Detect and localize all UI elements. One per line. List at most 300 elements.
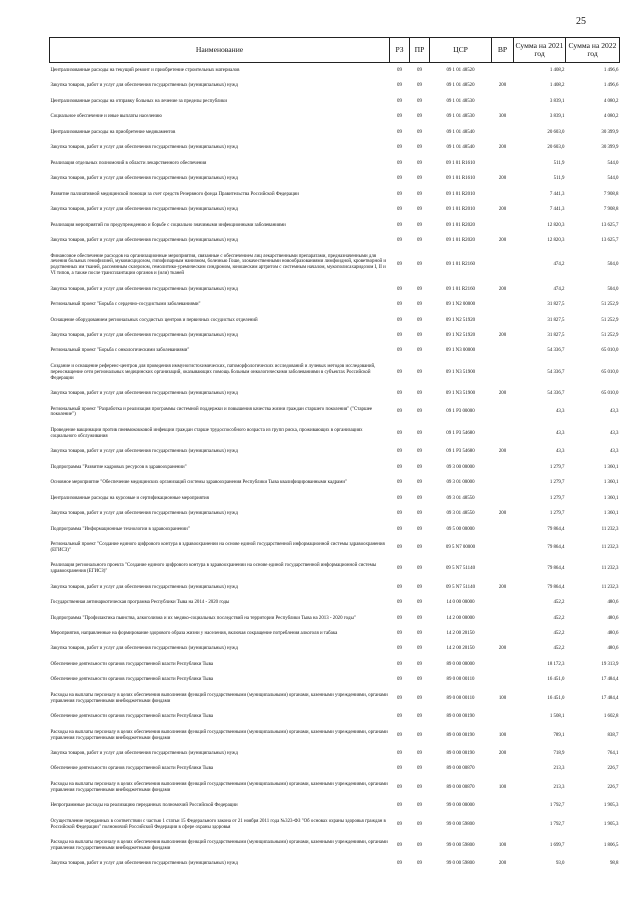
table-row [50, 642, 620, 657]
cell-pr: 09 [417, 732, 422, 738]
cell-csr: 89 0 00 00000 [446, 661, 475, 667]
cell-pr: 09 [417, 222, 422, 228]
cell-rz: 09 [397, 449, 402, 455]
cell-rz: 09 [397, 631, 402, 636]
cell-csr: 09 1 01 R2010 [446, 191, 475, 197]
cell-name: Закупка товаров, работ и услуг для обеспечения государственных (муниципальных) нужд [50, 391, 238, 397]
cell-vr [492, 125, 514, 140]
cell-rz: 09 [397, 83, 402, 89]
cell-pr: 09 [417, 480, 422, 486]
cell-sum-2022: 480,6 [607, 615, 619, 621]
cell-vr: 200 [498, 207, 507, 213]
cell-pr: 09 [417, 67, 422, 73]
table-body [50, 63, 620, 872]
cell-sum-2022: 11 232,3 [601, 566, 619, 572]
cell-csr: 09 3 01 48550 [446, 511, 475, 517]
cell-rz: 09 [397, 495, 402, 501]
table-row [50, 835, 620, 856]
table-row [50, 140, 620, 155]
cell-pr: 09 [417, 391, 422, 397]
cell-rz: 09 [397, 207, 402, 213]
cell-pr: 09 [417, 584, 422, 590]
cell-name: Оснащение оборудованием региональных сосудистых центров и первичных сосудистых отделений [50, 317, 258, 323]
cell-csr: 99 0 00 59800 [446, 842, 475, 848]
cell-pr: 09 [417, 766, 422, 772]
cell-csr: 09 1 01 R1610 [446, 176, 475, 182]
cell-sum-2021: 54 336,7 [547, 348, 565, 354]
cell-vr [492, 558, 514, 579]
cell-sum-2021: 511,9 [553, 160, 565, 166]
cell-vr [492, 522, 514, 537]
cell-name: Развитие паллиативной медицинской помощи за счет средств Резервного фонда Правительства Российской Федерации [50, 191, 299, 197]
cell-pr: 09 [417, 631, 422, 636]
table-row [50, 626, 620, 641]
cell-name: Централизованные расходы на курсовые и сертификационные мероприятия [50, 495, 209, 501]
cell-csr: 09 1 01 R1610 [446, 160, 475, 166]
cell-sum-2021: 452,2 [553, 615, 565, 621]
cell-vr [492, 218, 514, 233]
cell-csr: 09 1 01 48530 [446, 98, 475, 104]
cell-sum-2022: 51 252,9 [601, 317, 619, 323]
cell-name: Централизованные расходы на отправку больных на лечение за пределы республики [50, 98, 228, 104]
cell-pr: 09 [417, 98, 422, 104]
cell-name: Закупка товаров, работ и услуг для обеспечения государственных (муниципальных) нужд [50, 861, 238, 867]
table-row [50, 460, 620, 475]
cell-sum-2022: 30 399,9 [601, 129, 619, 135]
cell-csr: 14 2 00 20150 [446, 631, 475, 636]
cell-name: Расходы на выплаты персоналу в целях обеспечения выполнения функций государственными (муниципальными) органами, казенными учреждениями, органами управления государственными внебюджетными фондами [50, 840, 388, 851]
cell-sum-2021: 452,2 [553, 600, 565, 606]
cell-pr: 09 [417, 750, 422, 756]
cell-vr: 200 [498, 238, 507, 244]
cell-pr: 09 [417, 332, 422, 338]
cell-vr [492, 344, 514, 359]
cell-name: Закупка товаров, работ и услуг для обеспечения государственных (муниципальных) нужд [50, 83, 238, 89]
cell-vr [492, 359, 514, 386]
cell-pr: 09 [417, 430, 422, 436]
cell-csr: 09 5 N7 00000 [445, 544, 476, 550]
cell-rz: 09 [397, 526, 402, 532]
cell-rz: 09 [397, 98, 402, 104]
cell-sum-2022: 480,6 [607, 631, 619, 636]
cell-name: Реализация регионального проекта "Создание единого цифрового контура в здравоохранении на основе единой государственной информационной системы здравоохранения (ЕГИСЗ)" [50, 563, 377, 575]
header-name: Наименование [50, 38, 390, 63]
cell-sum-2021: 452,2 [553, 631, 565, 636]
cell-csr: 09 3 01 48550 [446, 495, 475, 501]
cell-sum-2021: 16 451,0 [547, 677, 565, 683]
cell-vr: 200 [498, 145, 507, 151]
table-row [50, 78, 620, 93]
cell-sum-2021: 1 279,7 [549, 464, 565, 470]
page-number: 25 [576, 16, 586, 27]
cell-rz: 09 [397, 332, 402, 338]
cell-sum-2022: 51 252,9 [601, 302, 619, 308]
cell-sum-2022: 65 010,0 [601, 391, 619, 397]
cell-vr [492, 156, 514, 171]
cell-pr: 09 [417, 677, 422, 683]
cell-csr: 09 1 N2 51920 [445, 317, 476, 323]
table-row [50, 444, 620, 459]
cell-rz: 09 [397, 584, 402, 590]
cell-name: Закупка товаров, работ и услуг для обеспечения государственных (муниципальных) нужд [50, 207, 238, 213]
cell-sum-2021: 3 839,1 [549, 98, 565, 104]
table-row [50, 611, 620, 626]
table-row [50, 798, 620, 813]
table-row [50, 187, 620, 202]
cell-name: Региональный проект "Создание единого цифрового контура в здравоохранении на основе единой государственной информационной системы здравоохранения (ЕГИСЗ)" [50, 541, 385, 553]
cell-name: Расходы на выплаты персоналу в целях обеспечения выполнения функций государственными (муниципальными) органами, казенными учреждениями, органами управления государственными внебюджетными фондами [50, 729, 388, 741]
cell-sum-2022: 226,7 [607, 766, 619, 772]
cell-rz: 09 [397, 732, 402, 738]
cell-csr: 09 1 N2 00000 [445, 302, 476, 308]
cell-sum-2021: 7 441,3 [549, 191, 565, 197]
table-row [50, 580, 620, 595]
cell-rz: 09 [397, 67, 402, 73]
cell-rz: 09 [397, 348, 402, 354]
cell-name: Закупка товаров, работ и услуг для обеспечения государственных (муниципальных) нужд [50, 286, 238, 292]
cell-pr: 09 [417, 600, 422, 606]
cell-name: Подпрограмма "Профилактика пьянства, алкоголизма и их медико-социальных последствий на территории Республики Тыва на 2013 - 2020 годы" [50, 615, 356, 621]
table-row [50, 125, 620, 140]
header-vr: ВР [492, 38, 514, 63]
cell-sum-2022: 1 360,1 [603, 464, 619, 470]
cell-name: Реализация отдельных полномочий в области лекарственного обеспечения [50, 160, 207, 166]
table-row [50, 202, 620, 217]
cell-vr [492, 313, 514, 328]
cell-vr [492, 798, 514, 813]
cell-name: Социальное обеспечение и иные выплаты населению [50, 114, 162, 120]
cell-rz: 09 [397, 695, 402, 701]
header-sum-2021: Сумма на 2021 год [514, 38, 566, 63]
cell-sum-2022: 1 360,1 [603, 480, 619, 486]
table-row [50, 233, 620, 248]
cell-vr: 300 [498, 114, 507, 120]
cell-name: Закупка товаров, работ и услуг для обеспечения государственных (муниципальных) нужд [50, 449, 238, 455]
cell-sum-2021: 511,9 [553, 176, 565, 182]
cell-rz: 09 [397, 317, 402, 323]
cell-csr: 09 1 01 48540 [446, 145, 475, 151]
cell-sum-2021: 718,9 [553, 750, 565, 756]
table-row [50, 814, 620, 835]
cell-rz: 09 [397, 409, 402, 415]
cell-pr: 09 [417, 160, 422, 166]
cell-sum-2021: 79 864,4 [547, 526, 565, 532]
cell-rz: 09 [397, 369, 402, 375]
cell-pr: 09 [417, 803, 422, 809]
table-row [50, 673, 620, 688]
cell-vr: 200 [498, 750, 507, 756]
cell-vr: 100 [498, 784, 507, 790]
cell-pr: 09 [417, 615, 422, 621]
cell-sum-2021: 79 864,4 [547, 584, 565, 590]
cell-name: Реализация мероприятий по предупреждению и борьбе с социально значимыми инфекционными заболеваниями [50, 222, 286, 228]
cell-rz: 09 [397, 114, 402, 120]
cell-pr: 09 [417, 661, 422, 667]
cell-rz: 09 [397, 430, 402, 436]
cell-pr: 09 [417, 286, 422, 292]
cell-pr: 09 [417, 842, 422, 848]
cell-pr: 09 [417, 238, 422, 244]
cell-sum-2021: 213,3 [553, 784, 565, 790]
table-row [50, 218, 620, 233]
cell-sum-2022: 4 080,2 [603, 114, 619, 120]
cell-name: Финансовое обеспечение расходов на организационные мероприятия, связанные с обеспечением лиц лекарственными препаратами, предназначенными для лечения больных гемофилией, муковисцидозом, гипофизарным нанизмом, болезнью Гоше, злокачественными новообразованиями лимфоидной, кроветворной и родственных им тканей, рассеянным склерозом, гемолитико-уремическим синдромом, юношеским артритом с системным началом, мукополисахаридозом I, II и VI типов, а также после трансплантации органов и (или) тканей [50, 253, 386, 277]
cell-sum-2021: 20 603,0 [547, 145, 565, 151]
cell-csr: 89 0 00 00190 [446, 714, 475, 720]
table-row [50, 506, 620, 521]
cell-name: Централизованные расходы на приобретение медикаментов [50, 129, 176, 135]
cell-sum-2021: 7 441,3 [549, 207, 565, 213]
cell-csr: 09 1 N2 51920 [445, 332, 476, 338]
cell-vr: 100 [498, 695, 507, 701]
cell-vr [492, 249, 514, 282]
cell-csr: 89 0 00 00870 [446, 784, 475, 790]
table-row [50, 328, 620, 343]
cell-rz: 09 [397, 766, 402, 772]
cell-sum-2021: 43,3 [555, 449, 565, 455]
cell-vr: 200 [498, 449, 507, 455]
cell-vr [492, 475, 514, 490]
cell-rz: 09 [397, 176, 402, 182]
cell-vr [492, 709, 514, 724]
cell-vr [492, 673, 514, 688]
header-csr: ЦСР [430, 38, 492, 63]
cell-rz: 09 [397, 262, 402, 268]
cell-sum-2021: 16 451,0 [547, 695, 565, 701]
cell-vr [492, 187, 514, 202]
table-row [50, 94, 620, 109]
cell-csr: 09 1 01 48520 [446, 67, 475, 73]
cell-vr: 200 [498, 584, 507, 590]
cell-vr: 200 [498, 286, 507, 292]
cell-rz: 09 [397, 391, 402, 397]
cell-sum-2022: 11 232,3 [601, 526, 619, 532]
cell-name: Подпрограмма "Информационные технологии в здравоохранении" [50, 526, 190, 532]
cell-sum-2022: 1 905,3 [603, 821, 619, 827]
cell-vr: 200 [498, 391, 507, 397]
cell-sum-2022: 43,3 [609, 409, 619, 415]
cell-sum-2022: 11 232,3 [601, 584, 619, 590]
cell-vr [492, 402, 514, 423]
cell-sum-2022: 480,6 [607, 646, 619, 652]
cell-name: Централизованные расходы на текущий ремонт и приобретение строительных материалов [50, 67, 240, 73]
cell-pr: 09 [417, 544, 422, 550]
table-row [50, 63, 620, 79]
cell-vr: 200 [498, 511, 507, 517]
cell-sum-2021: 93,0 [555, 861, 565, 867]
table-row [50, 522, 620, 537]
cell-csr: 09 1 01 R2020 [446, 222, 475, 228]
table-row [50, 344, 620, 359]
cell-sum-2022: 1 360,1 [603, 495, 619, 501]
cell-pr: 09 [417, 348, 422, 354]
cell-vr [492, 814, 514, 835]
cell-name: Непрограммные расходы на реализацию переданных полномочий Российской Федерации [50, 803, 238, 809]
table-row [50, 657, 620, 672]
cell-pr: 09 [417, 714, 422, 720]
cell-vr [492, 762, 514, 777]
cell-sum-2021: 43,3 [555, 409, 565, 415]
cell-vr [492, 595, 514, 610]
cell-rz: 09 [397, 464, 402, 470]
cell-name: Основное мероприятие "Обеспечение медицинских организаций системы здравоохранения Республики Тыва квалифицированными кадрами" [50, 480, 347, 486]
cell-sum-2021: 1 279,7 [549, 495, 565, 501]
cell-sum-2022: 764,1 [607, 750, 619, 756]
table-row [50, 762, 620, 777]
cell-rz: 09 [397, 511, 402, 517]
cell-name: Обеспечение деятельности органов государственной власти Республики Тыва [50, 661, 214, 667]
cell-pr: 09 [417, 495, 422, 501]
cell-vr: 100 [498, 842, 507, 848]
cell-sum-2021: 1 508,1 [549, 714, 565, 720]
cell-sum-2022: 504,0 [607, 262, 619, 268]
cell-csr: 09 3 00 00000 [446, 464, 475, 470]
cell-name: Государственная антинаркотическая программа Республики Тыва на 2014 - 2020 годы [50, 600, 230, 606]
cell-sum-2021: 54 336,7 [547, 391, 565, 397]
cell-csr: 89 0 00 00870 [446, 766, 475, 772]
cell-pr: 09 [417, 409, 422, 415]
cell-name: Мероприятия, направленные на формирование здорового образа жизни у населения, включая сокращение потребления алкоголя и табака [50, 631, 338, 636]
cell-sum-2021: 43,3 [555, 430, 565, 436]
table-row [50, 156, 620, 171]
cell-sum-2021: 18 172,3 [547, 661, 565, 667]
cell-sum-2021: 3 839,1 [549, 114, 565, 120]
cell-name: Закупка товаров, работ и услуг для обеспечения государственных (муниципальных) нужд [50, 238, 238, 244]
cell-sum-2021: 213,3 [553, 766, 565, 772]
cell-sum-2022: 17 484,4 [601, 695, 619, 701]
cell-name: Региональный проект "Борьба с сердечно-сосудистыми заболеваниями" [50, 302, 201, 308]
cell-name: Региональный проект "Борьба с онкологическими заболеваниями" [50, 348, 190, 354]
cell-sum-2021: 1 279,7 [549, 511, 565, 517]
cell-vr: 100 [498, 732, 507, 738]
cell-sum-2021: 474,2 [553, 286, 565, 292]
table-row [50, 595, 620, 610]
cell-sum-2022: 11 232,3 [601, 544, 619, 550]
cell-sum-2022: 51 252,9 [601, 332, 619, 338]
cell-sum-2022: 13 625,7 [601, 238, 619, 244]
cell-vr: 200 [498, 332, 507, 338]
cell-rz: 09 [397, 191, 402, 197]
cell-pr: 09 [417, 526, 422, 532]
header-sum-2022: Сумма на 2022 год [566, 38, 620, 63]
cell-vr [492, 423, 514, 444]
cell-sum-2022: 19 313,9 [601, 661, 619, 667]
cell-sum-2022: 98,8 [609, 861, 619, 867]
cell-rz: 09 [397, 677, 402, 683]
cell-csr: 89 0 00 00110 [446, 695, 475, 701]
cell-rz: 09 [397, 160, 402, 166]
cell-sum-2022: 504,0 [607, 286, 619, 292]
cell-rz: 09 [397, 286, 402, 292]
table-row [50, 297, 620, 312]
cell-rz: 09 [397, 661, 402, 667]
cell-csr: 99 0 00 59800 [446, 821, 475, 827]
cell-pr: 09 [417, 317, 422, 323]
cell-sum-2021: 31 827,5 [547, 302, 565, 308]
cell-pr: 09 [417, 449, 422, 455]
cell-sum-2021: 452,2 [553, 646, 565, 652]
cell-pr: 09 [417, 83, 422, 89]
cell-vr [492, 537, 514, 558]
cell-name: Обеспечение деятельности органов государственной власти Республики Тыва [50, 714, 214, 720]
cell-pr: 09 [417, 511, 422, 517]
cell-pr: 09 [417, 464, 422, 470]
cell-name: Закупка товаров, работ и услуг для обеспечения государственных (муниципальных) нужд [50, 176, 238, 182]
cell-sum-2021: 1 792,7 [549, 821, 565, 827]
cell-sum-2021: 12 820,3 [547, 238, 565, 244]
cell-vr: 200 [498, 646, 507, 652]
cell-csr: 09 1 01 48520 [446, 83, 475, 89]
cell-pr: 09 [417, 262, 422, 268]
cell-rz: 09 [397, 842, 402, 848]
table-row [50, 777, 620, 798]
header-pr: ПР [410, 38, 430, 63]
cell-pr: 09 [417, 566, 422, 572]
cell-vr [492, 626, 514, 641]
cell-sum-2021: 1 279,7 [549, 480, 565, 486]
cell-sum-2022: 30 399,9 [601, 145, 619, 151]
cell-pr: 09 [417, 861, 422, 867]
cell-name: Региональный проект "Разработка и реализация программы системной поддержки и повышения качества жизни граждан старшего поколения" ("Старшее поколение") [50, 406, 373, 418]
cell-vr [492, 460, 514, 475]
cell-sum-2022: 17 484,4 [601, 677, 619, 683]
cell-sum-2022: 13 625,7 [601, 222, 619, 228]
cell-pr: 09 [417, 129, 422, 135]
table-row [50, 688, 620, 709]
cell-name: Обеспечение деятельности органов государственной власти Республики Тыва [50, 766, 214, 772]
cell-rz: 09 [397, 821, 402, 827]
cell-sum-2022: 43,3 [609, 449, 619, 455]
table-row [50, 171, 620, 186]
cell-sum-2022: 480,6 [607, 600, 619, 606]
cell-pr: 09 [417, 369, 422, 375]
cell-sum-2022: 1 496,6 [603, 67, 619, 73]
cell-sum-2021: 31 827,5 [547, 317, 565, 323]
cell-vr [492, 611, 514, 626]
table-row [50, 558, 620, 579]
cell-pr: 09 [417, 695, 422, 701]
cell-name: Закупка товаров, работ и услуг для обеспечения государственных (муниципальных) нужд [50, 145, 238, 151]
cell-sum-2022: 226,7 [607, 784, 619, 790]
cell-csr: 09 1 P3 00000 [446, 409, 475, 415]
table-row [50, 386, 620, 401]
cell-sum-2022: 1 905,3 [603, 803, 619, 809]
table-row [50, 249, 620, 282]
cell-sum-2021: 31 827,5 [547, 332, 565, 338]
cell-csr: 09 1 P3 54680 [446, 449, 475, 455]
cell-sum-2022: 1 602,8 [603, 714, 619, 720]
cell-sum-2021: 789,1 [553, 732, 565, 738]
table-row [50, 491, 620, 506]
cell-name: Осуществление переданных в соответствии с частью 1 статьи 15 Федерального закона от 21 ноября 2011 года №323-ФЗ "Об основах охраны здоровья граждан в Российской Федерации" полномочий Российской Федерации в сфере охраны здоровья [50, 818, 386, 830]
cell-sum-2022: 1 360,1 [603, 511, 619, 517]
cell-rz: 09 [397, 714, 402, 720]
cell-name: Закупка товаров, работ и услуг для обеспечения государственных (муниципальных) нужд [50, 646, 238, 652]
table-row [50, 475, 620, 490]
budget-table [49, 37, 620, 872]
cell-sum-2021: 79 864,4 [547, 566, 565, 572]
cell-sum-2021: 1 699,7 [549, 842, 565, 848]
cell-csr: 89 0 00 00190 [446, 750, 475, 756]
cell-vr [492, 94, 514, 109]
cell-csr: 14 2 00 20150 [446, 646, 475, 652]
cell-name: Создание и оснащение референс-центров для проведения иммуногистохимических, патоморфологических исследований и лучевых методов исследований, переоснащение сети региональных медицинских организаций, оказывающих помощь больным онкологическими заболеваниями в субъектах Российской Федерации [50, 363, 376, 381]
cell-sum-2022: 65 010,0 [601, 348, 619, 354]
table-row [50, 725, 620, 746]
cell-sum-2022: 1 496,6 [603, 83, 619, 89]
cell-csr: 09 1 N3 51900 [445, 369, 476, 375]
cell-rz: 09 [397, 222, 402, 228]
